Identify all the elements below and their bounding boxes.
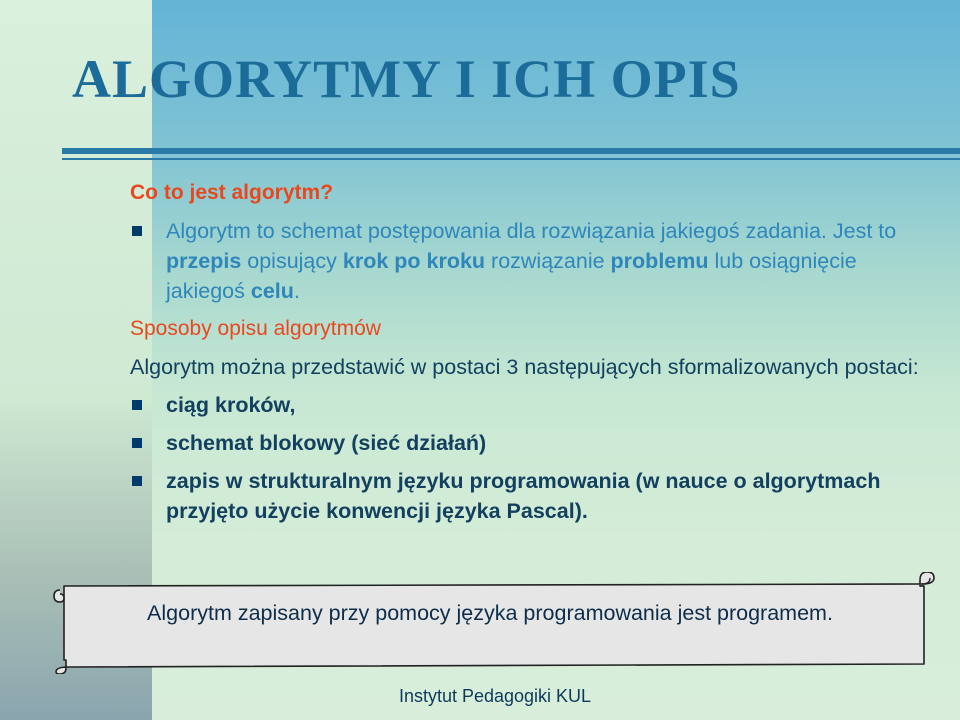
method-item-2 (130, 428, 930, 458)
bullet-text: opisujący (241, 249, 343, 273)
square-bullet-icon (132, 226, 142, 236)
emphasis-celu: celu (250, 279, 294, 303)
method-item-1 (130, 390, 930, 420)
square-bullet-icon (132, 400, 142, 410)
bullet-text: rozwiązanie (485, 249, 611, 273)
footer-institute: Instytut Pedagogiki KUL (398, 686, 592, 706)
emphasis-przepis: przepis (166, 249, 242, 273)
method-item-3 (130, 466, 930, 526)
scroll-banner (50, 572, 940, 674)
square-bullet-icon (132, 438, 142, 448)
bullet-text: . (293, 279, 300, 303)
title-rule-thin (62, 158, 960, 160)
method-item-text: ciąg kroków, (166, 393, 296, 417)
slide-content (130, 178, 930, 526)
section1-heading: Co to jest algorytm? (130, 181, 334, 204)
emphasis-krok-po-kroku: krok po kroku (342, 249, 486, 273)
section1-bullet (130, 216, 930, 306)
method-item-text: zapis w strukturalnym języku programowania (w nauce o algorytmach przyjęto użycie konwencji języka Pascal). (166, 469, 881, 523)
method-item-text: schemat blokowy (sieć działań) (166, 431, 487, 455)
bullet-text: lub osiągnięcie jakiegoś (166, 249, 857, 303)
scroll-text: Algorytm zapisany przy pomocy języka programowania jest programem. (147, 601, 833, 625)
emphasis-problemu: problemu (610, 249, 709, 273)
square-bullet-icon (132, 476, 142, 486)
section2-heading: Sposoby opisu algorytmów (130, 317, 381, 340)
section2-intro: Algorytm można przedstawić w postaci 3 następujących sformalizowanych postaci: (130, 355, 919, 379)
bullet-text: Algorytm to schemat postępowania dla rozwiązania jakiegoś zadania. Jest to (166, 219, 897, 243)
title-rule-thick (62, 148, 960, 154)
slide-title: ALGORYTMY I ICH OPIS (72, 49, 741, 109)
